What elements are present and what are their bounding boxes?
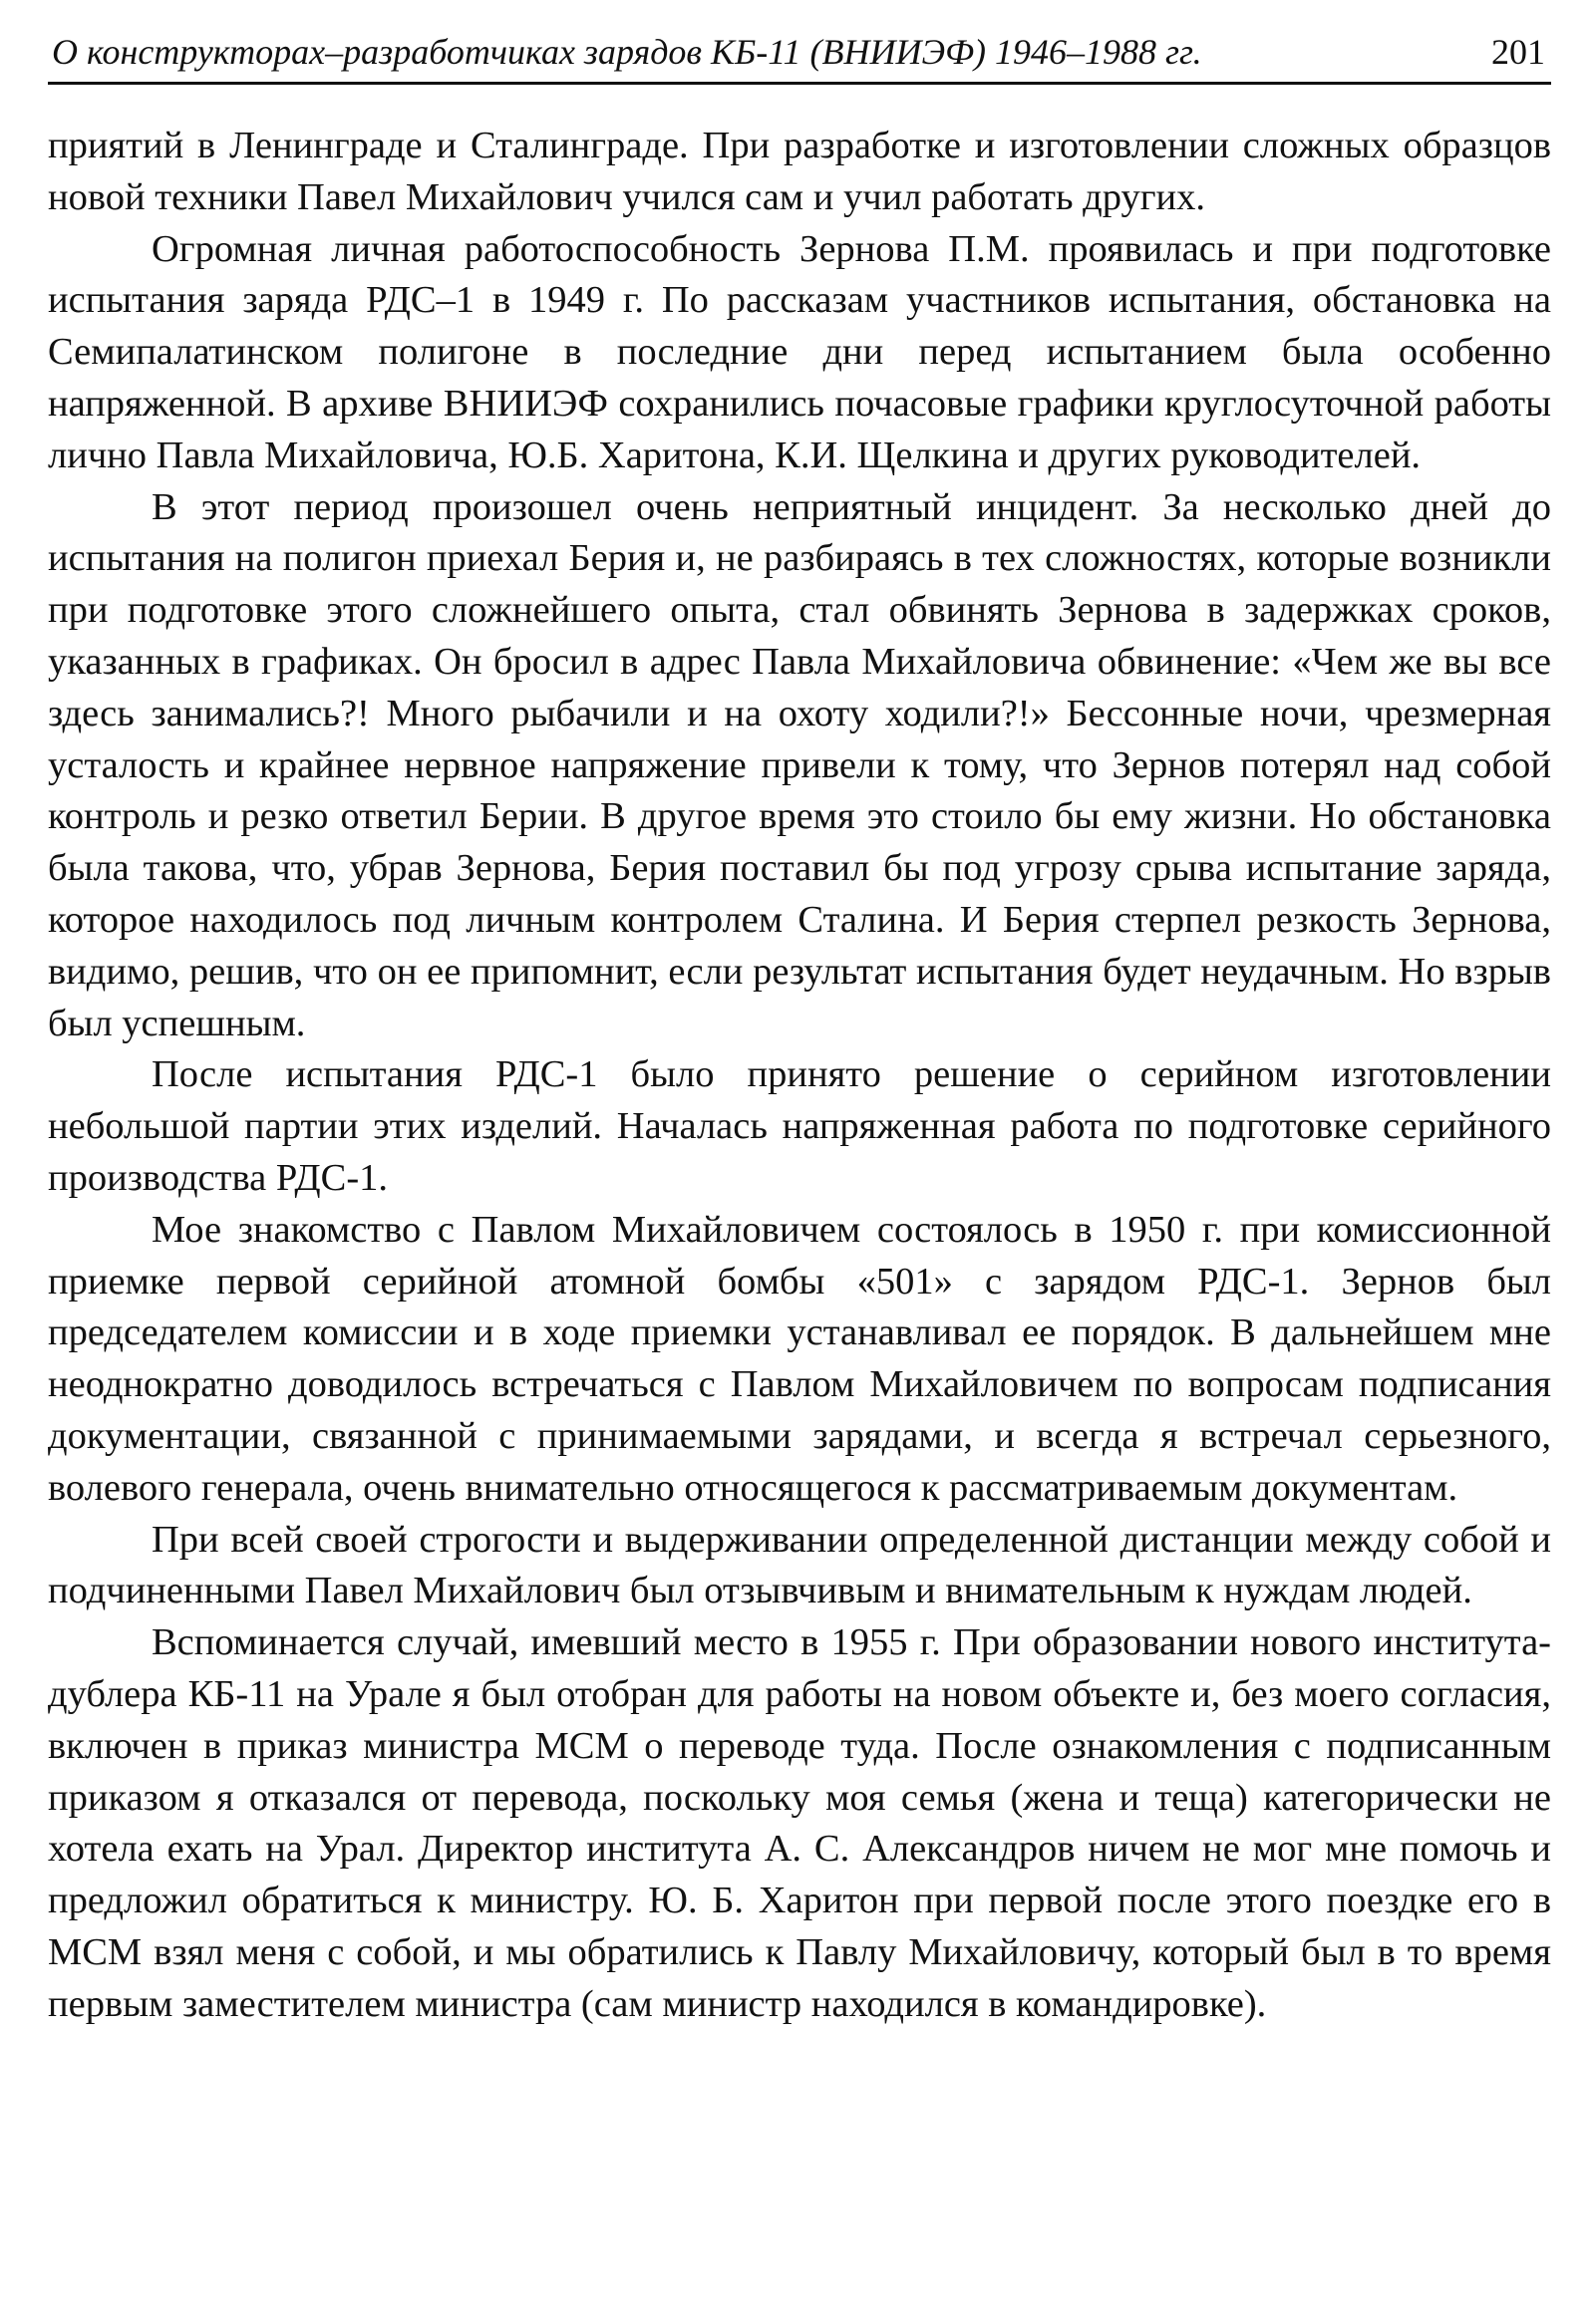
paragraph: Огромная личная работоспособность Зернова П.М. проявилась и при подготовке испытания заряда РДС–1 в 1949 г. По рассказам участников испытания, обстановка на Семипалатинском полигоне в последние дни перед испытанием была особенно напряженной. В архиве ВНИИЭФ сохранились почасовые графики круглосуточной работы лично Павла Михайловича, Ю.Б. Харитона, К.И. Щелкина и других руководителей.	[48, 227, 1551, 476]
paragraph: В этот период произошел очень неприятный инцидент. За несколько дней до испытания на полигон приехал Берия и, не разбираясь в тех сложностях, которые возникли при подготовке этого сложнейшего опыта, стал обвинять Зернова в задержках сроков, указанных в графиках. Он бросил в адрес Павла Михайловича обвинение: «Чем же вы все здесь занимались?! Много рыбачили и на охоту ходили?!» Бессонные ночи, чрезмерная усталость и крайнее нервное напряжение привели к тому, что Зернов потерял над собой контроль и резко ответил Берии. В другое время это стоило бы ему жизни. Но обстановка была такова, что, убрав Зернова, Берия поставил бы под угрозу срыва испытание заряда, которое находилось под личным контролем Сталина. И Берия стерпел резкость Зернова, видимо, решив, что он ее припомнит, если результат испытания будет неудачным. Но взрыв был успешным.	[48, 485, 1551, 1044]
page-number: 201	[1491, 32, 1545, 72]
paragraph: Мое знакомство с Павлом Михайловичем состоялось в 1950 г. при комиссионной приемке первой серийной атомной бомбы «501» с зарядом РДС-1. Зернов был председателем комиссии и в ходе приемки устанавливал ее порядок. В дальнейшем мне неоднократно доводилось встречаться с Павлом Михайловичем по вопросам подписания документации, связанной с принимаемыми зарядами, и всегда я встречал серьезного, волевого генерала, очень внимательно относящегося к рассматриваемым документам.	[48, 1208, 1551, 1509]
paragraph-continuation: приятий в Ленинграде и Сталинграде. При разработке и изготовлении сложных образцов новой техники Павел Михайлович учился сам и учил работать других.	[48, 125, 1551, 218]
paragraph: После испытания РДС-1 было принято решение о серийном изготовлении небольшой партии этих изделий. Началась напряженная работа по подготовке серийного производства РДС-1.	[48, 1053, 1551, 1199]
book-page	[48, 30, 1551, 2030]
paragraph: Вспоминается случай, имевший место в 1955 г. При образовании нового института-дублера КБ-11 на Урале я был отобран для работы на новом объекте и, без моего согласия, включен в приказ министра МСМ о переводе туда. После ознакомления с подписанным приказом я отказался от перевода, поскольку моя семья (жена и теща) категорически не хотела ехать на Урал. Директор института А. С. Александров ничем не мог мне помочь и предложил обратиться к министру. Ю. Б. Харитон при первой после этого поездке его в МСМ взял меня с собой, и мы обратились к Павлу Михайловичу, который был в то время первым заместителем министра (сам министр находился в командировке).	[48, 1621, 1551, 2025]
body-text	[48, 121, 1551, 2030]
running-header-title: О конструкторах–разработчиках зарядов КБ-11 (ВНИИЭФ) 1946–1988 гг.	[52, 32, 1202, 72]
running-header	[48, 30, 1551, 85]
paragraph: При всей своей строгости и выдерживании определенной дистанции между собой и подчиненными Павел Михайлович был отзывчивым и внимательным к нуждам людей.	[48, 1518, 1551, 1612]
